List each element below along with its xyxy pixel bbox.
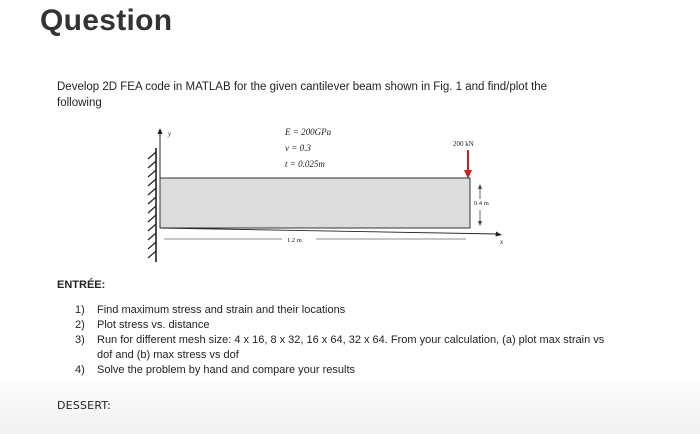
item-number: 4) <box>75 364 85 376</box>
y-axis-arrowhead <box>158 128 163 134</box>
list-item <box>75 318 605 333</box>
item-text: Plot stress vs. distance <box>97 319 210 331</box>
dessert-label: DESSERT: <box>57 399 111 412</box>
item-text: Solve the problem by hand and compare your results <box>97 364 356 376</box>
prop-e: E = 200GPa <box>285 127 332 137</box>
wall-hatching <box>148 152 156 258</box>
item-text: Find maximum stress and strain and their locations <box>97 304 346 316</box>
item-number: 3) <box>75 334 85 346</box>
prop-t: t = 0.025m <box>285 159 325 169</box>
problem-statement: Develop 2D FEA code in MATLAB for the given cantilever beam shown in Fig. 1 and find/plot the following <box>57 81 548 109</box>
question-list <box>75 303 605 378</box>
x-axis <box>160 228 498 234</box>
item-number: 1) <box>75 304 85 316</box>
length-dim-label: 1.2 m <box>287 237 302 244</box>
item-number: 2) <box>75 319 85 331</box>
beam-rect <box>160 178 470 228</box>
page-title: Question <box>40 4 173 37</box>
list-item <box>75 333 605 363</box>
x-axis-arrowhead <box>496 232 503 237</box>
item-text: Run for different mesh size: 4 x 16, 8 x 32, 16 x 64, 32 x 64. From your calculation, (a) plot max strain vs dof and (b) max stress vs dof <box>97 334 605 361</box>
list-item <box>75 303 605 318</box>
prop-v: v = 0.3 <box>285 143 311 153</box>
entree-label: ENTRÉE: <box>57 279 106 291</box>
y-axis-label: y <box>168 130 172 138</box>
x-axis-label: x <box>500 238 504 246</box>
list-item <box>75 363 605 378</box>
height-dim-label: 0.4 m <box>474 200 489 207</box>
load-label: 200 kN <box>453 140 474 148</box>
